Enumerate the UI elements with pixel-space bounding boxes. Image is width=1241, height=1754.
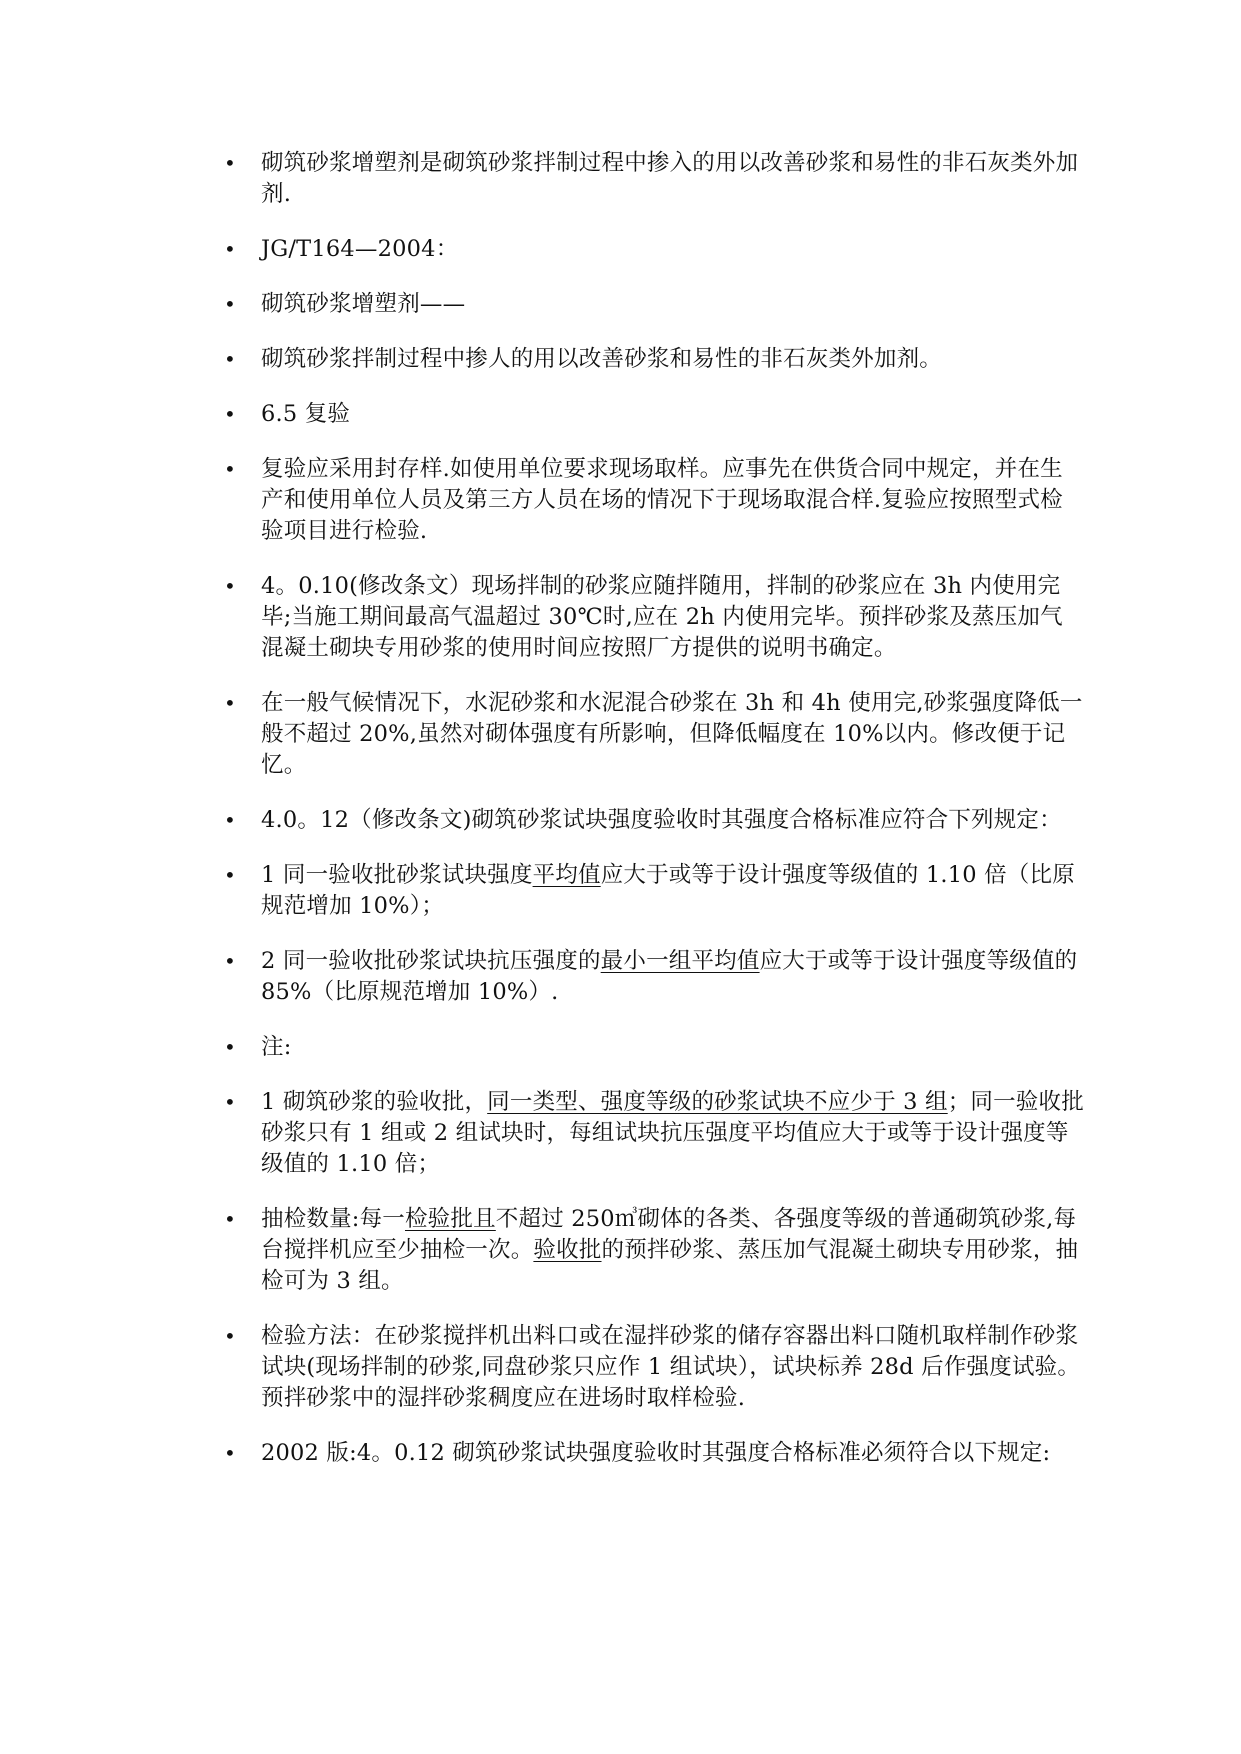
- text-run: 应大于或等于设计强度等级值的 1.10 倍（比原规范增加 10%）；: [261, 862, 1075, 919]
- list-item-text: [261, 1204, 1084, 1297]
- underlined-text: 最小一组平均值: [600, 948, 760, 974]
- list-item: [224, 454, 1084, 547]
- bullet-point: •: [224, 1035, 236, 1059]
- list-item: [224, 688, 1084, 781]
- list-item-text: [261, 1087, 1084, 1180]
- text-run: 在一般气候情况下，水泥砂浆和水泥混合砂浆在 3h 和 4h 使用完,砂浆强度降低一般不超过 20%,虽然对砌体强度有所影响，但降低幅度在 10%以内。修改便于记忆。: [261, 690, 1083, 778]
- list-item-text: [261, 454, 1084, 547]
- list-item-text: [261, 234, 1084, 265]
- list-item-text: [261, 148, 1084, 210]
- bullet-point: •: [224, 808, 236, 832]
- text-run: 6.5 复验: [261, 401, 351, 427]
- list-item-text: [261, 1321, 1084, 1414]
- list-item-text: [261, 399, 1084, 430]
- underlined-text: 验收批: [533, 1237, 602, 1263]
- list-item: [224, 234, 1084, 265]
- list-item: [224, 344, 1084, 375]
- text-run: ；同一验收批砂浆只有 1 组或 2 组试块时，每组试块抗压强度平均值应大于或等于设计强度等级值的 1.10 倍；: [261, 1089, 1084, 1177]
- text-run: 砌筑砂浆拌制过程中掺人的用以改善砂浆和易性的非石灰类外加剂。: [261, 346, 943, 372]
- bullet-point: •: [224, 1324, 236, 1348]
- list-item: [224, 805, 1084, 836]
- bullet-point: •: [224, 949, 236, 973]
- list-item-text: [261, 1032, 1084, 1063]
- list-item: [224, 1204, 1084, 1297]
- text-run: 砌筑砂浆增塑剂是砌筑砂浆拌制过程中掺入的用以改善砂浆和易性的非石灰类外加剂.: [261, 150, 1079, 207]
- text-run: 砌筑砂浆增塑剂——: [261, 291, 466, 317]
- bullet-point: •: [224, 1441, 236, 1465]
- bullet-point: •: [224, 347, 236, 371]
- list-item: [224, 1438, 1084, 1469]
- list-item: [224, 399, 1084, 430]
- list-item-text: [261, 1438, 1084, 1469]
- list-item: [224, 1321, 1084, 1414]
- list-item-text: [261, 688, 1084, 781]
- text-run: 不超过 250㎥砌体的各类、各强度等级的普通砌筑砂浆,每台搅拌机应至少抽检一次。: [261, 1206, 1077, 1263]
- list-item-text: [261, 860, 1084, 922]
- bullet-point: •: [224, 1207, 236, 1231]
- underlined-text: 同一类型、强度等级的砂浆试块不应少于 3 组: [487, 1089, 948, 1115]
- bullet-point: •: [224, 237, 236, 261]
- list-item: [224, 860, 1084, 922]
- list-item-text: [261, 946, 1084, 1008]
- text-run: 检验方法：在砂浆搅拌机出料口或在湿拌砂浆的储存容器出料口随机取样制作砂浆试块(现场拌制的砂浆,同盘砂浆只应作 1 组试块），试块标养 28d 后作强度试验。预拌砂浆中的湿拌砂浆稠度应在进场时取样检验.: [261, 1323, 1081, 1411]
- text-run: 应大于或等于设计强度等级值的 85%（比原规范增加 10%）.: [261, 948, 1078, 1005]
- text-run: 1 同一验收批砂浆试块强度: [261, 862, 533, 888]
- text-run: 4。0.10(修改条文）现场拌制的砂浆应随拌随用，拌制的砂浆应在 3h 内使用完毕;当施工期间最高气温超过 30℃时,应在 2h 内使用完毕。预拌砂浆及蒸压加气混凝土砌块专用砂浆的使用时间应按照厂方提供的说明书确定。: [261, 573, 1063, 661]
- bullet-point: •: [224, 292, 236, 316]
- list-item-text: [261, 571, 1084, 664]
- underlined-text: 检验批且: [404, 1206, 496, 1232]
- text-run: 4.0。12（修改条文)砌筑砂浆试块强度验收时其强度合格标准应符合下列规定：: [261, 807, 1062, 833]
- text-run: 的预拌砂浆、蒸压加气混凝土砌块专用砂浆，抽检可为 3 组。: [261, 1237, 1079, 1294]
- text-run: 1 砌筑砂浆的验收批，: [261, 1089, 488, 1115]
- underlined-text: 平均值: [532, 862, 601, 888]
- bullet-point: •: [224, 863, 236, 887]
- text-run: 2002 版:4。0.12 砌筑砂浆试块强度验收时其强度合格标准必须符合以下规定:: [261, 1440, 1051, 1466]
- bullet-point: •: [224, 691, 236, 715]
- bullet-point: •: [224, 1090, 236, 1114]
- list-item: [224, 571, 1084, 664]
- text-run: JG/T164—2004：: [261, 236, 459, 262]
- bullet-point: •: [224, 151, 236, 175]
- text-run: 注:: [261, 1034, 292, 1060]
- list-item-text: [261, 344, 1084, 375]
- bullet-point: •: [224, 457, 236, 481]
- list-item-text: [261, 289, 1084, 320]
- text-run: 复验应采用封存样.如使用单位要求现场取样。应事先在供货合同中规定，并在生产和使用单位人员及第三方人员在场的情况下于现场取混合样.复验应按照型式检验项目进行检验.: [261, 456, 1063, 544]
- list-item-text: [261, 805, 1084, 836]
- text-run: 2 同一验收批砂浆试块抗压强度的: [261, 948, 601, 974]
- bullet-list: [224, 148, 1084, 1493]
- list-item: [224, 1087, 1084, 1180]
- list-item: [224, 1032, 1084, 1063]
- list-item: [224, 946, 1084, 1008]
- bullet-point: •: [224, 574, 236, 598]
- list-item: [224, 289, 1084, 320]
- list-item: [224, 148, 1084, 210]
- text-run: 抽检数量:每一: [261, 1206, 405, 1232]
- bullet-point: •: [224, 402, 236, 426]
